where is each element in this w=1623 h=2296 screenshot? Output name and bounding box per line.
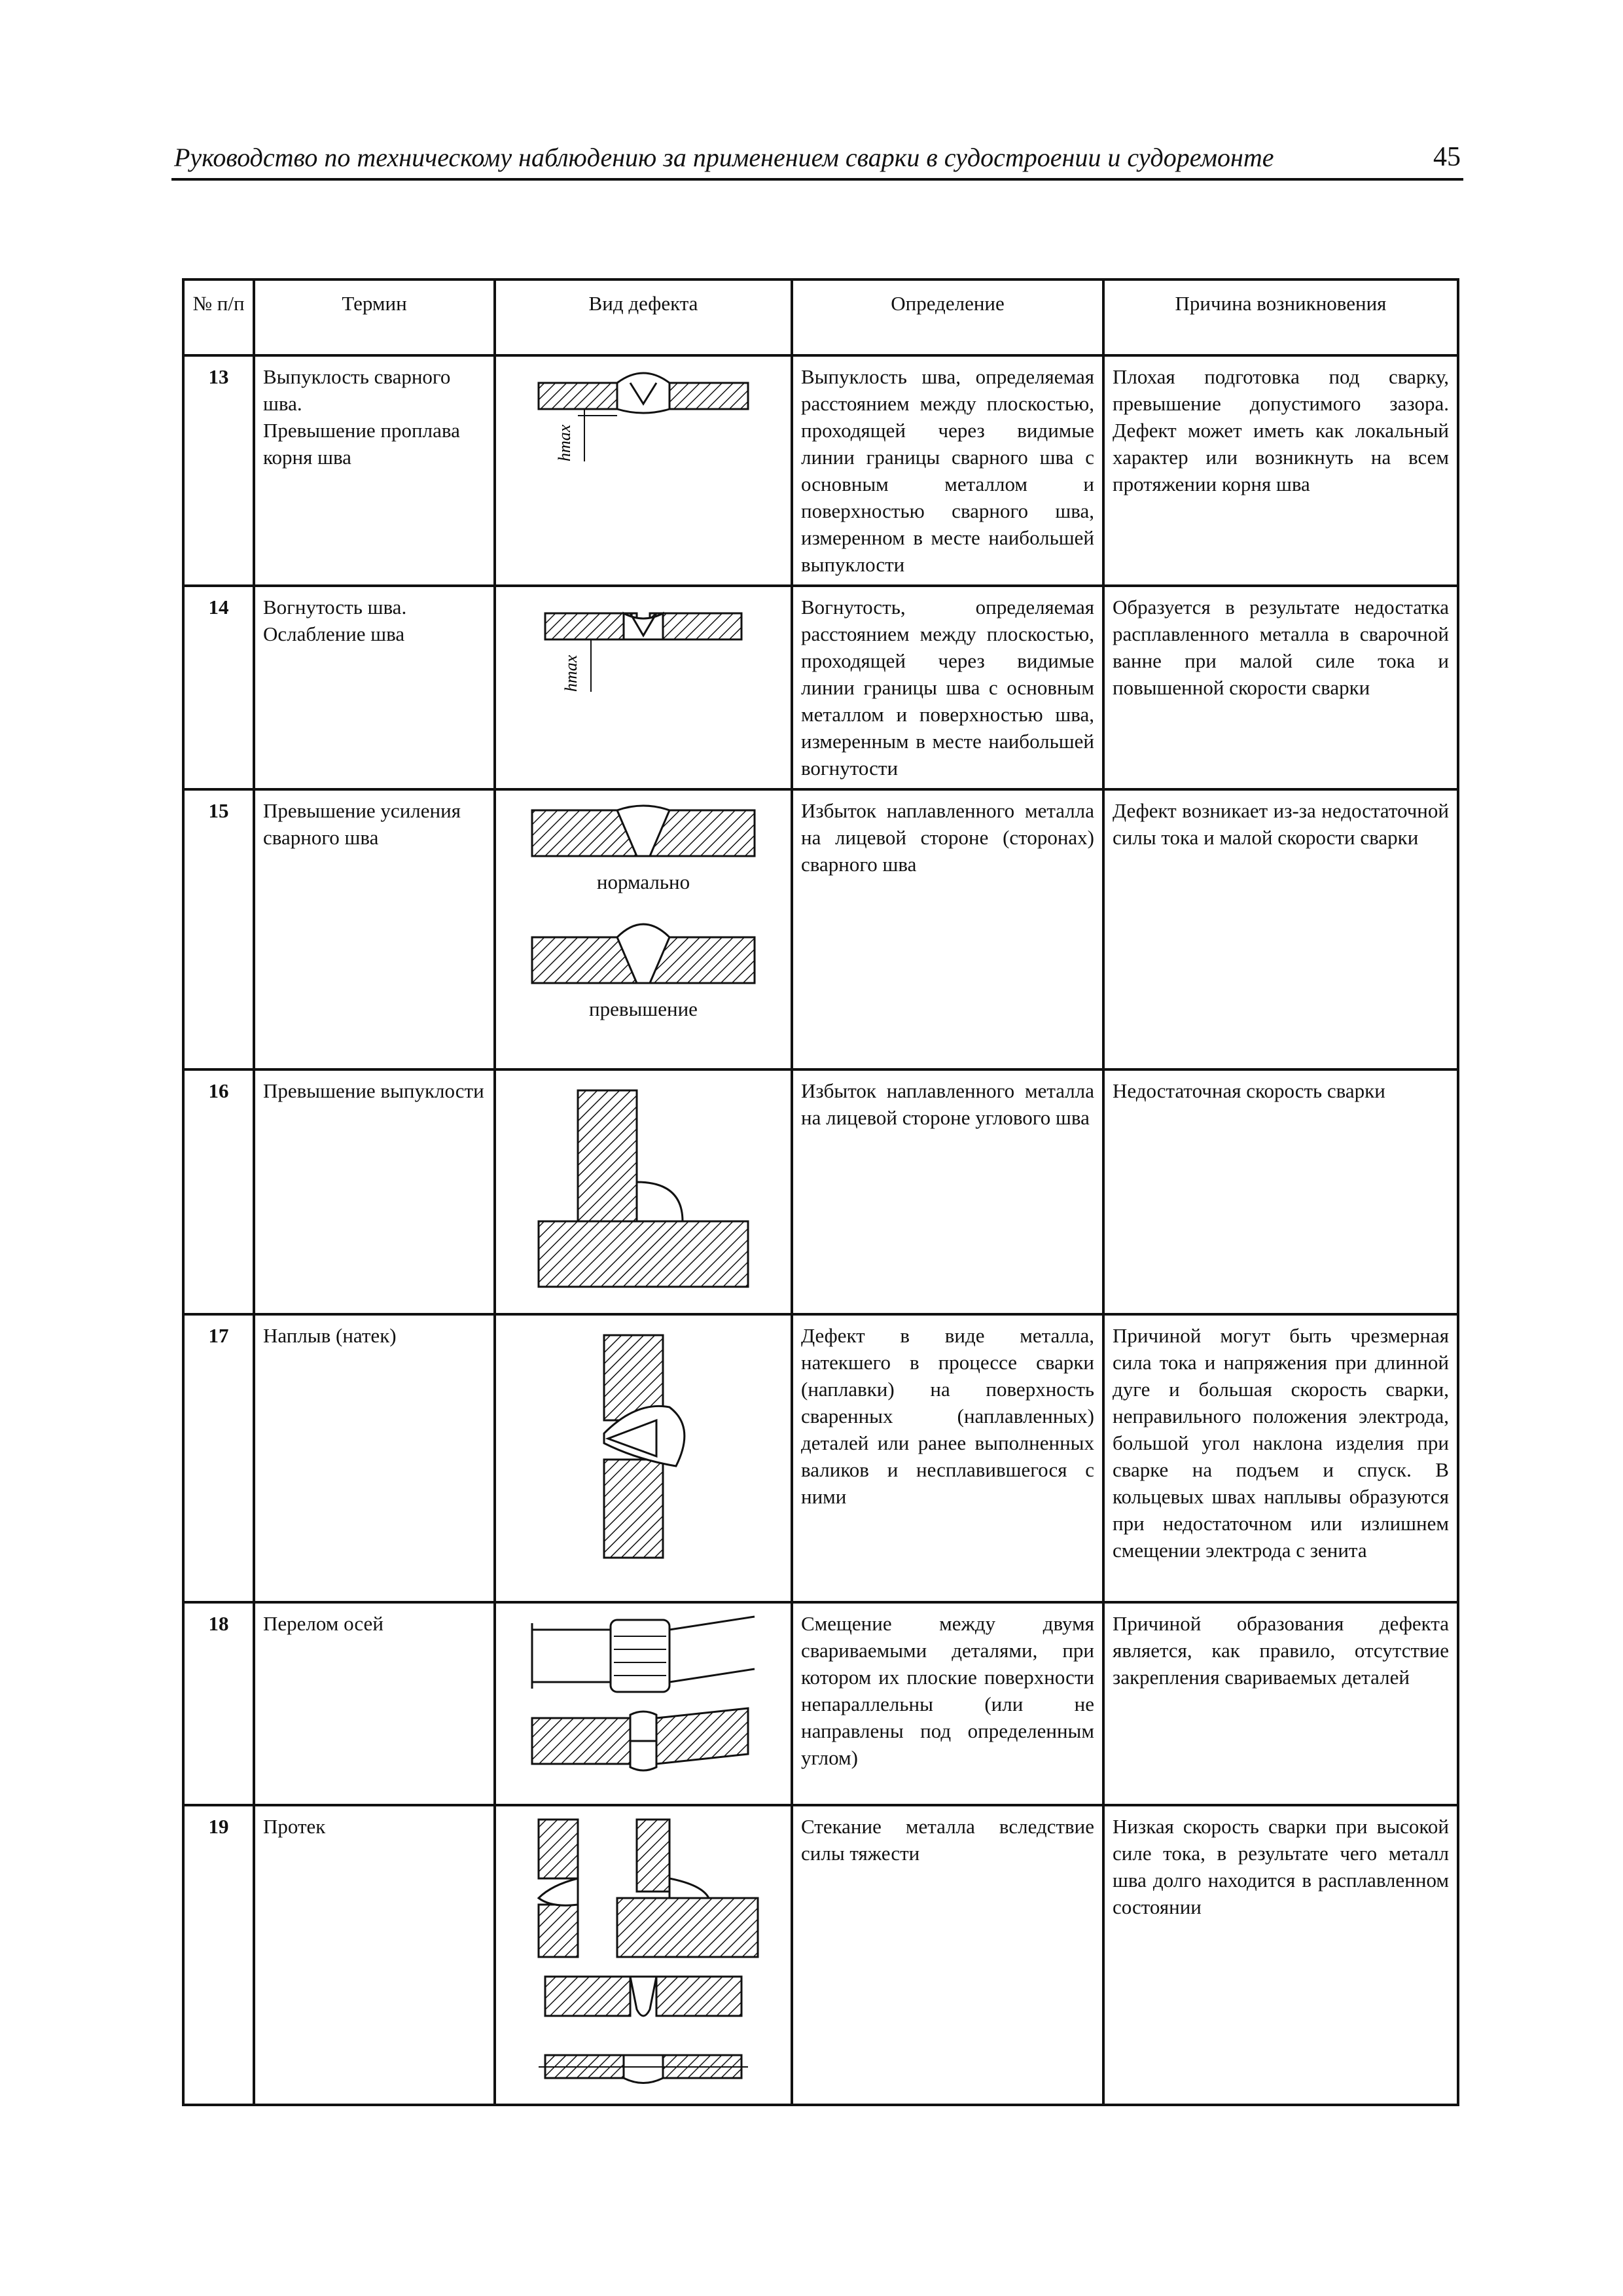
- defect-figure-cell: [495, 355, 792, 586]
- column-header-number: № п/п: [183, 279, 254, 355]
- term-cell: [254, 355, 495, 586]
- term-text: Наплыв (натек): [263, 1324, 397, 1347]
- table-row: [183, 1069, 1458, 1314]
- table-row: [183, 586, 1458, 789]
- sagging-diagram: [519, 1813, 768, 2088]
- defect-figure-cell: [495, 1805, 792, 2105]
- term-text: Протек: [263, 1815, 326, 1838]
- column-header-defect-type: Вид дефекта: [495, 279, 792, 355]
- column-header-cause: Причина возникновения: [1103, 279, 1458, 355]
- defect-figure-cell: [495, 1069, 792, 1314]
- term-cell: [254, 586, 495, 789]
- table-row: [183, 1602, 1458, 1805]
- cause-cell: Дефект возникает из-за недостаточной силы тока и малой скорости сварки: [1103, 789, 1458, 1069]
- term-text: Превышение проплава корня шва: [263, 419, 460, 469]
- figure-label: hmax: [555, 424, 574, 461]
- row-number: 15: [183, 789, 254, 1069]
- definition-cell: Стекание металла вследствие силы тяжести: [792, 1805, 1103, 2105]
- term-cell: [254, 789, 495, 1069]
- row-number: 17: [183, 1314, 254, 1602]
- figure-caption: превышение: [589, 997, 698, 1020]
- term-text: Перелом осей: [263, 1612, 383, 1635]
- row-number: 19: [183, 1805, 254, 2105]
- defect-figure-cell: [495, 789, 792, 1069]
- definition-cell: Вогнутость, определяемая расстоянием между плоскостью, проходящей через видимые линии границы шва с основным металлом и поверхностью шва, измеренным в месте наибольшей вогнутости: [792, 586, 1103, 789]
- table-row: [183, 789, 1458, 1069]
- row-number: 13: [183, 355, 254, 586]
- defect-figure-cell: [495, 586, 792, 789]
- defect-figure-cell: [495, 1602, 792, 1805]
- term-cell: [254, 1805, 495, 2105]
- fillet-convexity-diagram: [532, 1077, 755, 1300]
- cause-cell: Плохая подготовка под сварку, превышение допустимого зазора. Дефект может иметь как локальный характер или возникнуть на всем протяжении корня шва: [1103, 355, 1458, 586]
- row-number: 14: [183, 586, 254, 789]
- column-header-term: Термин: [254, 279, 495, 355]
- reinforcement-normal-diagram: [526, 797, 761, 869]
- concave-weld-diagram: [519, 594, 768, 705]
- running-title: Руководство по техническому наблюдению за применением сварки в судостроении и судоремонте: [174, 143, 1274, 172]
- cause-cell: Недостаточная скорость сварки: [1103, 1069, 1458, 1314]
- angular-misalignment-diagram: [526, 1610, 761, 1793]
- cause-cell: Причиной могут быть чрезмерная сила тока и напряжения при длинной дуге и большая скорость сварки, неправильного положения электрода, большой угол наклона изделия при сварке на подъем и спуск. В кольцевых швах наплывы образуются при недостаточном или излишнем смещении электрода с зенита: [1103, 1314, 1458, 1602]
- term-text: Ослабление шва: [263, 622, 405, 645]
- defect-figure-cell: [495, 1314, 792, 1602]
- definition-cell: Дефект в виде металла, натекшего в процессе сварки (наплавки) на поверхность сваренных (наплавленных) деталей или ранее выполненных валиков и несплавившегося с ними: [792, 1314, 1103, 1602]
- term-cell: [254, 1314, 495, 1602]
- definition-cell: Смещение между двумя свариваемыми деталями, при котором их плоские поверхности непараллельны (или не направлены под определенным углом): [792, 1602, 1103, 1805]
- page-number: 45: [1433, 142, 1461, 172]
- figure-caption: нормально: [596, 870, 690, 893]
- definition-cell: Избыток наплавленного металла на лицевой стороне углового шва: [792, 1069, 1103, 1314]
- figure-label: hmax: [562, 655, 580, 692]
- term-text: Превышение усиления сварного шва: [263, 799, 461, 849]
- table-header-row: [183, 279, 1458, 355]
- table-row: [183, 1805, 1458, 2105]
- definition-cell: Избыток наплавленного металла на лицевой стороне (сторонах) сварного шва: [792, 789, 1103, 1069]
- term-text: Выпуклость сварного шва.: [263, 365, 451, 415]
- row-number: 18: [183, 1602, 254, 1805]
- column-header-definition: Определение: [792, 279, 1103, 355]
- term-cell: [254, 1069, 495, 1314]
- term-cell: [254, 1602, 495, 1805]
- term-text: Вогнутость шва.: [263, 596, 407, 619]
- cause-cell: Образуется в результате недостатка расплавленного металла в сварочной ванне при малой силе тока и повышенной скорости сварки: [1103, 586, 1458, 789]
- defects-table: [182, 278, 1459, 2106]
- definition-cell: Выпуклость шва, определяемая расстоянием между плоскостью, проходящей через видимые линии границы сварного шва с основным металлом и поверхностью сварного шва, измеренном в месте наибольшей выпуклости: [792, 355, 1103, 586]
- table-row: [183, 1314, 1458, 1602]
- table-row: [183, 355, 1458, 586]
- term-text: Превышение выпуклости: [263, 1079, 484, 1102]
- convex-weld-diagram: [519, 363, 768, 481]
- running-head: [171, 137, 1463, 181]
- cause-cell: Низкая скорость сварки при высокой силе тока, в результате чего металл шва долго находится в расплавленном состоянии: [1103, 1805, 1458, 2105]
- row-number: 16: [183, 1069, 254, 1314]
- reinforcement-excess-diagram: [526, 911, 761, 996]
- overlap-diagram: [545, 1322, 741, 1571]
- cause-cell: Причиной образования дефекта является, как правило, отсутствие закрепления свариваемых деталей: [1103, 1602, 1458, 1805]
